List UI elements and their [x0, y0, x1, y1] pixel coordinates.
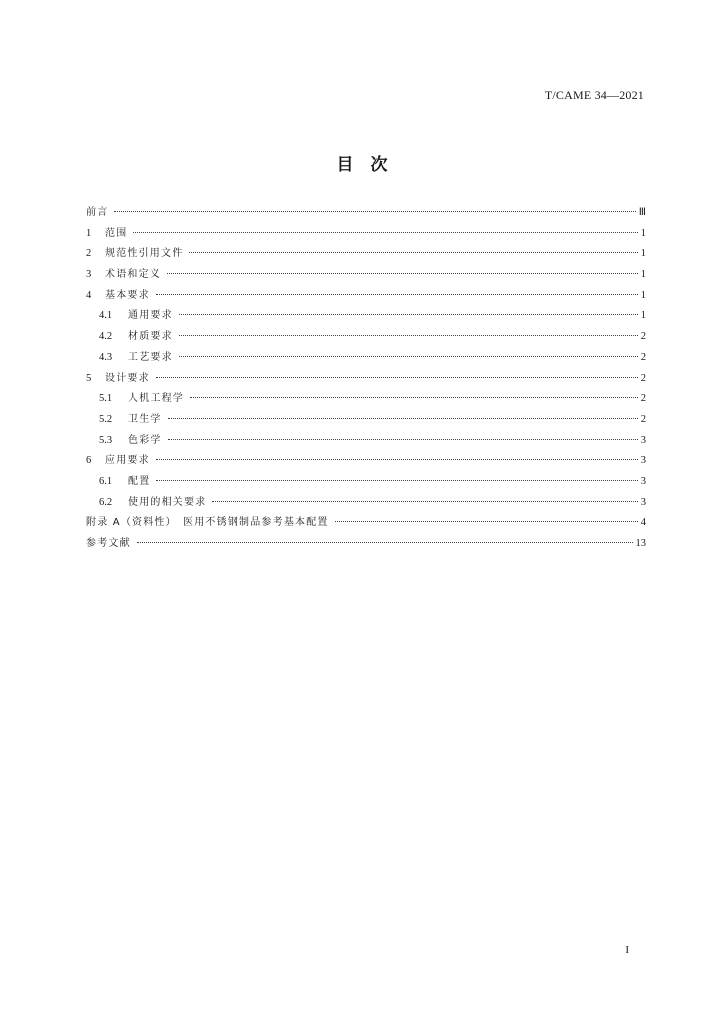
dot-leader — [156, 293, 638, 295]
toc-entry[interactable] — [86, 348, 646, 369]
dot-leader — [137, 541, 633, 543]
dot-leader — [179, 355, 638, 357]
dot-leader — [133, 231, 637, 233]
toc-entry-number: 5 — [86, 372, 92, 384]
toc-entry[interactable] — [86, 431, 646, 452]
toc-entry[interactable] — [86, 369, 646, 390]
dot-leader — [168, 417, 638, 419]
dot-leader — [167, 272, 638, 274]
dot-leader — [212, 500, 637, 502]
toc-entry[interactable] — [86, 493, 646, 514]
toc-entry[interactable] — [86, 306, 646, 327]
toc-entry-page: Ⅲ — [638, 207, 646, 218]
toc-entry-page: 3 — [640, 455, 646, 467]
dot-leader — [156, 479, 637, 481]
toc-entry-label: 卫生学 — [128, 413, 162, 425]
toc-entry-page: 1 — [640, 269, 646, 281]
toc-entry-number: 6.2 — [99, 496, 113, 508]
toc-entry-number: 5.2 — [99, 413, 113, 425]
toc-entry-label: 基本要求 — [105, 289, 150, 301]
toc-entry-number: 4.2 — [99, 331, 113, 343]
toc-entry[interactable] — [86, 327, 646, 348]
standard-code: T/CAME 34—2021 — [544, 88, 644, 102]
toc-entry-number: 6.1 — [99, 475, 113, 487]
dot-leader — [168, 438, 638, 440]
toc-entry-label: 前言 — [86, 207, 109, 218]
toc-entry[interactable] — [86, 224, 646, 245]
toc-entry-page: 2 — [640, 393, 646, 405]
toc-entry-label: 使用的相关要求 — [128, 496, 207, 508]
toc-entry[interactable] — [86, 472, 646, 493]
toc-entry-label: 范围 — [105, 227, 128, 239]
toc-entry[interactable] — [86, 513, 646, 534]
toc-entry-label: 应用要求 — [105, 455, 150, 467]
toc-entry-label: 色彩学 — [128, 434, 162, 446]
toc-entry-label: 术语和定义 — [105, 269, 161, 281]
toc-entry[interactable] — [86, 534, 646, 555]
toc-entry-label: 人机工程学 — [128, 393, 184, 405]
toc-entry-page: 2 — [640, 351, 646, 363]
dot-leader — [114, 210, 635, 212]
toc-entry[interactable] — [86, 286, 646, 307]
toc-entry-label: 材质要求 — [128, 331, 173, 343]
toc-entry-page: 4 — [640, 517, 646, 529]
dot-leader — [190, 396, 638, 398]
toc-entry-page: 3 — [640, 475, 646, 487]
dot-leader — [156, 376, 638, 378]
dot-leader — [179, 313, 638, 315]
page-title: 目 次 — [336, 155, 388, 175]
toc-entry-number: 4 — [86, 289, 92, 301]
toc-entry-number: 5.3 — [99, 434, 113, 446]
toc-entry-label: 参考文献 — [86, 538, 131, 549]
toc-entry-label: 配置 — [128, 475, 151, 487]
toc-entry-page: 2 — [640, 413, 646, 425]
toc-entry[interactable] — [86, 410, 646, 431]
toc-entry-page: 1 — [640, 289, 646, 301]
dot-leader — [179, 334, 638, 336]
toc-entry-number: 4.3 — [99, 351, 113, 363]
toc-entry-page: 13 — [635, 538, 646, 549]
toc-entry-page: 1 — [640, 248, 646, 260]
toc-entry-label: 通用要求 — [128, 310, 173, 322]
toc-entry-number: 5.1 — [99, 393, 113, 405]
page-number: I — [625, 944, 629, 956]
toc-entry-number: 2 — [86, 248, 92, 260]
toc-entry[interactable] — [86, 203, 646, 224]
table-of-contents — [86, 203, 646, 555]
dot-leader — [156, 458, 638, 460]
toc-entry-number: 3 — [86, 269, 92, 281]
toc-entry-label: 附录 A（资料性） 医用不锈钢制品参考基本配置 — [86, 517, 329, 529]
dot-leader — [335, 520, 638, 522]
toc-entry-page: 1 — [640, 227, 646, 239]
toc-entry-label: 工艺要求 — [128, 351, 173, 363]
toc-entry-page: 2 — [640, 372, 646, 384]
toc-entry-page: 1 — [640, 310, 646, 322]
toc-entry-label: 设计要求 — [105, 372, 150, 384]
toc-entry[interactable] — [86, 451, 646, 472]
toc-entry-number: 1 — [86, 227, 92, 239]
toc-entry-label: 规范性引用文件 — [105, 248, 184, 260]
toc-entry-number: 4.1 — [99, 310, 113, 322]
toc-entry-page: 2 — [640, 331, 646, 343]
toc-entry[interactable] — [86, 244, 646, 265]
toc-entry[interactable] — [86, 389, 646, 410]
toc-entry-number: 6 — [86, 455, 92, 467]
toc-entry-page: 3 — [640, 496, 646, 508]
toc-entry-page: 3 — [640, 434, 646, 446]
dot-leader — [189, 251, 637, 253]
toc-entry[interactable] — [86, 265, 646, 286]
